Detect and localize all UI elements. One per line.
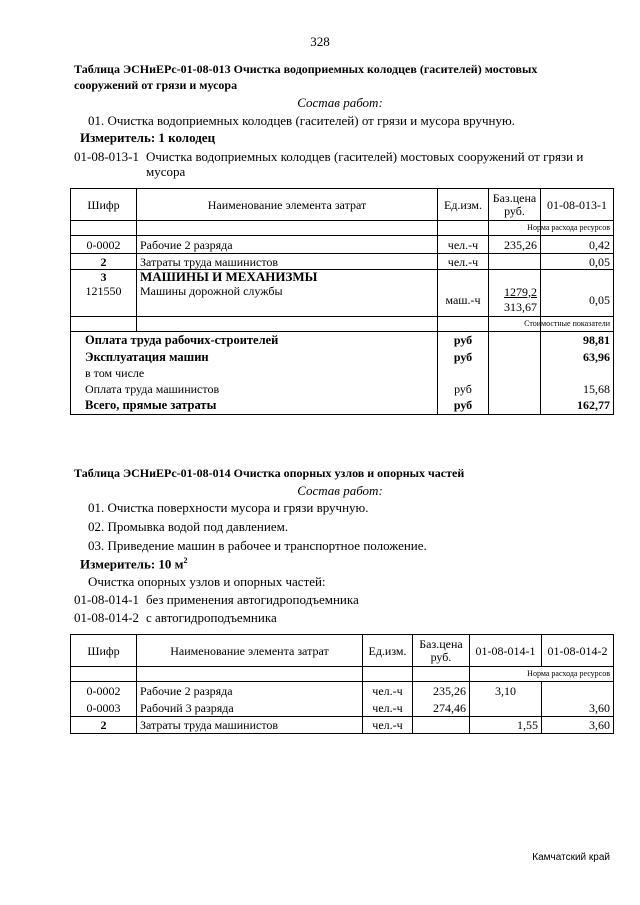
row-value: 0,05 (541, 254, 614, 270)
row-value-1 (470, 700, 542, 717)
header-norm-col-2: 01-08-014-2 (542, 635, 614, 667)
table1-item-code: 01-08-013-1 (74, 149, 139, 164)
row-unit: чел.-ч (363, 700, 413, 717)
resource-table-1 (70, 188, 614, 415)
header-base-price-line2: руб. (504, 203, 525, 218)
table1-item-text-line1: Очистка водоприемных колодцев (гасителей) мостовых сооружений от грязи и (146, 149, 584, 164)
row-name: Рабочий 3 разряда (137, 700, 363, 717)
row-value-2: 3,60 (542, 717, 614, 734)
row-code: 2 (71, 717, 137, 734)
row-name: Машины дорожной службы (137, 284, 438, 316)
table-row (71, 270, 614, 285)
table2-meter (80, 556, 188, 572)
row-name: Затраты труда машинистов (137, 717, 363, 734)
cost-row (71, 381, 614, 397)
header-code: Шифр (71, 635, 137, 667)
table-row (71, 717, 614, 734)
table2-work-1: 01. Очистка поверхности мусора и грязи вручную. (88, 500, 369, 515)
table1-works-heading: Состав работ: (297, 95, 383, 110)
row-name: МАШИНЫ И МЕХАНИЗМЫ (137, 270, 438, 285)
row-value-1: 1,55 (470, 717, 542, 734)
row-code: 0-0002 (71, 682, 137, 700)
header-code: Шифр (71, 189, 137, 221)
row-value: 0,42 (541, 236, 614, 254)
table2-work-3: 03. Приведение машин в рабочее и транспортное положение. (88, 538, 427, 553)
meter-superscript: 2 (183, 556, 188, 565)
row-price-primary: 1279,2 (504, 284, 537, 299)
table-row (71, 700, 614, 717)
cost-unit: руб (438, 331, 489, 349)
table-row (71, 284, 614, 316)
header-name: Наименование элемента затрат (137, 189, 438, 221)
row-name: Рабочие 2 разряда (137, 236, 438, 254)
table2-item2-code: 01-08-014-2 (74, 610, 139, 625)
norm-label: Норма расхода ресурсов (541, 221, 614, 236)
table1-work-1: 01. Очистка водоприемных колодцев (гасителей) от грязи и мусора вручную. (88, 113, 515, 128)
row-name: Затраты труда машинистов (137, 254, 438, 270)
table1-title-line1: Таблица ЭСНиЕРс-01-08-013 Очистка водоприемных колодцев (гасителей) мостовых (74, 62, 538, 76)
header-base-price-line1: Баз.цена (492, 190, 537, 205)
cost-value: 15,68 (541, 381, 614, 397)
cost-unit: руб (438, 349, 489, 365)
table2-item2-text: с автогидроподъемника (146, 610, 277, 625)
row-unit: чел.-ч (438, 236, 489, 254)
row-price (489, 254, 541, 270)
table2-title: Таблица ЭСНиЕРс-01-08-014 Очистка опорных узлов и опорных частей (74, 466, 465, 480)
header-norm-col-1: 01-08-014-1 (470, 635, 542, 667)
cost-row (71, 331, 614, 349)
row-code: 0-0003 (71, 700, 137, 717)
row-unit: чел.-ч (363, 682, 413, 700)
row-code: 2 (71, 254, 137, 270)
cost-unit: руб (438, 381, 489, 397)
header-base-price-line2: руб. (430, 649, 452, 664)
table2-intro: Очистка опорных узлов и опорных частей: (88, 574, 326, 589)
cost-name: Оплата труда рабочих-строителей (71, 331, 438, 349)
cost-row (71, 349, 614, 365)
row-unit: чел.-ч (363, 717, 413, 734)
cost-row (71, 397, 614, 414)
cost-name: Эксплуатация машин (71, 349, 438, 365)
table1-title-line2: сооружений от грязи и мусора (74, 78, 238, 92)
header-unit: Ед.изм. (363, 635, 413, 667)
cost-value: 63,96 (541, 349, 614, 365)
header-unit: Ед.изм. (438, 189, 489, 221)
row-code: 0-0002 (71, 236, 137, 254)
row-value-1: 3,10 (470, 682, 542, 700)
row-price (489, 284, 541, 316)
footer-region: Камчатский край (532, 852, 610, 863)
row-price: 235,26 (489, 236, 541, 254)
row-name: Рабочие 2 разряда (137, 682, 363, 700)
row-value: 0,05 (541, 284, 614, 316)
header-base-price (489, 189, 541, 221)
norm-label: Норма расхода ресурсов (470, 667, 614, 682)
table1-meter: Измеритель: 1 колодец (80, 130, 216, 145)
cost-value: 162,77 (541, 397, 614, 414)
row-code: 121550 (71, 284, 137, 316)
cost-label: Стоимостные показатели (541, 316, 614, 331)
header-norm-col: 01-08-013-1 (541, 189, 614, 221)
table-row (71, 236, 614, 254)
row-price: 235,26 (413, 682, 470, 700)
header-base-price-line1: Баз.цена (419, 636, 463, 651)
header-name: Наименование элемента затрат (137, 635, 363, 667)
row-price (413, 717, 470, 734)
cost-name: в том числе (71, 365, 438, 381)
table-row (71, 682, 614, 700)
cost-row (71, 365, 614, 381)
row-price: 274,46 (413, 700, 470, 717)
table2-item1-code: 01-08-014-1 (74, 592, 139, 607)
row-value-2: 3,60 (542, 700, 614, 717)
cost-unit: руб (438, 397, 489, 414)
table2-work-2: 02. Промывка водой под давлением. (88, 519, 289, 534)
table2-works-heading: Состав работ: (297, 483, 383, 498)
cost-value: 98,81 (541, 331, 614, 349)
header-base-price (413, 635, 470, 667)
cost-name: Оплата труда машинистов (71, 381, 438, 397)
table2-item1-text: без применения автогидроподъемника (146, 592, 359, 607)
row-unit: чел.-ч (438, 254, 489, 270)
resource-table-2 (70, 634, 614, 734)
page-number: 328 (310, 34, 330, 49)
cost-name: Всего, прямые затраты (71, 397, 438, 414)
row-value-2 (542, 682, 614, 700)
table1-item-text-line2: мусора (146, 164, 186, 179)
row-price-secondary: 313,67 (504, 299, 537, 314)
table-row (71, 254, 614, 270)
row-unit: маш.-ч (438, 284, 489, 316)
meter-text: Измеритель: 10 м (80, 556, 184, 572)
row-code: 3 (71, 270, 137, 285)
